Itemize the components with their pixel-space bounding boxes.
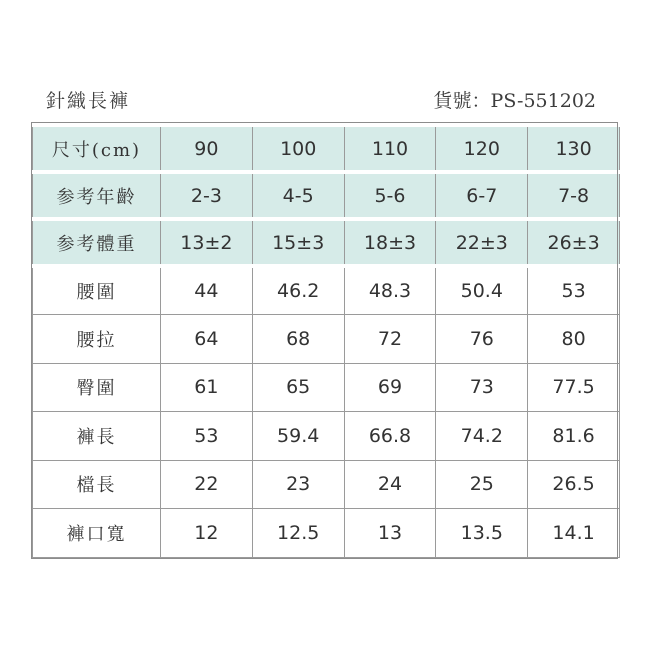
- measurement-cell: 66.8: [344, 412, 436, 461]
- size-table: [32, 123, 620, 558]
- measurement-row: [33, 460, 620, 509]
- measurement-cell: 65: [252, 363, 344, 412]
- measurement-row-label: 腰拉: [33, 315, 161, 364]
- measurement-row: [33, 412, 620, 461]
- measurement-cell: 13: [344, 509, 436, 558]
- measurement-row: [33, 315, 620, 364]
- measurement-cell: 64: [161, 315, 253, 364]
- measurement-row-label: 腰圍: [33, 266, 161, 315]
- header-row: [33, 219, 620, 266]
- measurement-cell: 61: [161, 363, 253, 412]
- header-cell: 5-6: [344, 172, 436, 219]
- header-cell: 6-7: [436, 172, 528, 219]
- measurement-cell: 81.6: [528, 412, 620, 461]
- measurement-row-label: 臀圍: [33, 363, 161, 412]
- measurement-cell: 50.4: [436, 266, 528, 315]
- measurement-cell: 46.2: [252, 266, 344, 315]
- header-cell: 90: [161, 125, 253, 172]
- header-row-label: 参考體重: [33, 219, 161, 266]
- header-row: [33, 125, 620, 172]
- product-name: 針織長褲: [46, 90, 131, 112]
- measurement-row-label: 檔長: [33, 460, 161, 509]
- measurement-cell: 74.2: [436, 412, 528, 461]
- measurement-cell: 25: [436, 460, 528, 509]
- measurement-cell: 77.5: [528, 363, 620, 412]
- measurement-cell: 76: [436, 315, 528, 364]
- measurement-cell: 72: [344, 315, 436, 364]
- measurement-cell: 13.5: [436, 509, 528, 558]
- header-cell: 4-5: [252, 172, 344, 219]
- header-cell: 22±3: [436, 219, 528, 266]
- header-cell: 110: [344, 125, 436, 172]
- measurement-cell: 24: [344, 460, 436, 509]
- item-number: 貨號：PS-551202: [433, 90, 596, 112]
- header-cell: 18±3: [344, 219, 436, 266]
- measurement-cell: 53: [161, 412, 253, 461]
- header-cell: 7-8: [528, 172, 620, 219]
- measurement-cell: 68: [252, 315, 344, 364]
- measurement-cell: 48.3: [344, 266, 436, 315]
- measurement-cell: 12.5: [252, 509, 344, 558]
- header-cell: 130: [528, 125, 620, 172]
- measurement-row-label: 褲長: [33, 412, 161, 461]
- measurement-cell: 80: [528, 315, 620, 364]
- measurement-cell: 22: [161, 460, 253, 509]
- measurement-row: [33, 363, 620, 412]
- measurement-cell: 53: [528, 266, 620, 315]
- measurement-cell: 12: [161, 509, 253, 558]
- header-cell: 13±2: [161, 219, 253, 266]
- measurement-cell: 44: [161, 266, 253, 315]
- header-row-label: 尺寸(cm): [33, 125, 161, 172]
- header-row-label: 参考年齡: [33, 172, 161, 219]
- measurement-row-label: 褲口寬: [33, 509, 161, 558]
- header-cell: 100: [252, 125, 344, 172]
- measurement-cell: 69: [344, 363, 436, 412]
- header-cell: 26±3: [528, 219, 620, 266]
- header-row: [33, 172, 620, 219]
- measurement-cell: 73: [436, 363, 528, 412]
- measurement-cell: 26.5: [528, 460, 620, 509]
- header-cell: 2-3: [161, 172, 253, 219]
- measurement-cell: 59.4: [252, 412, 344, 461]
- header-cell: 120: [436, 125, 528, 172]
- header-cell: 15±3: [252, 219, 344, 266]
- measurement-row: [33, 266, 620, 315]
- measurement-cell: 23: [252, 460, 344, 509]
- measurement-row: [33, 509, 620, 558]
- measurement-cell: 14.1: [528, 509, 620, 558]
